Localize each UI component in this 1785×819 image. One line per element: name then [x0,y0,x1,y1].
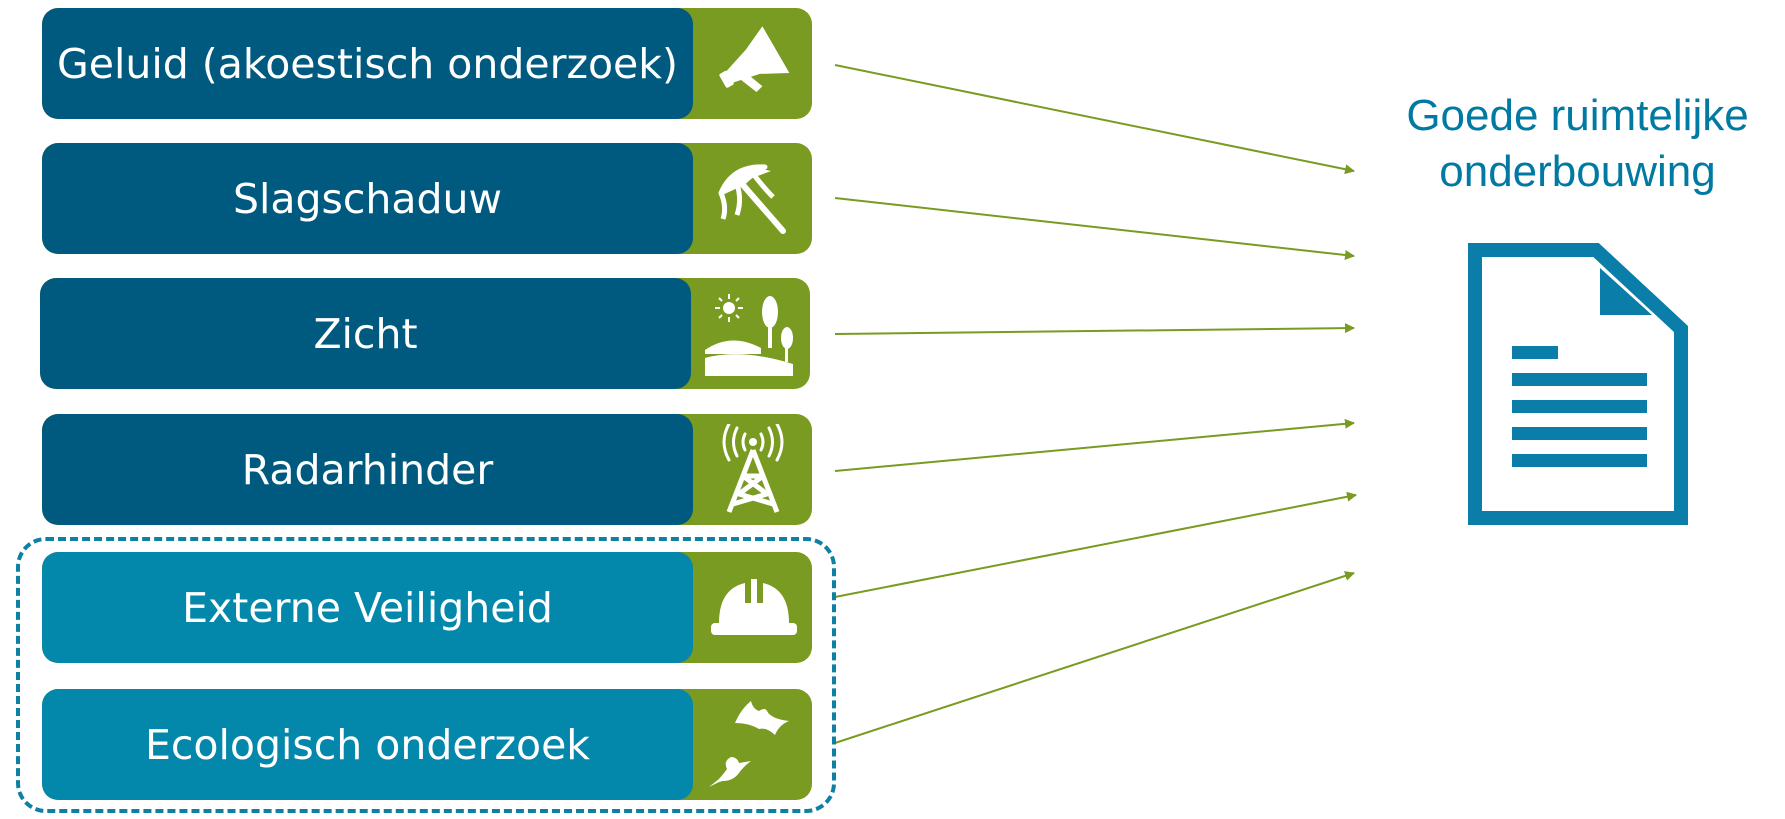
item-geluid [42,8,812,119]
target-title-line2: onderbouwing [1439,147,1716,196]
arrow-externe-veiligheid [835,495,1356,597]
item-label: Zicht [40,278,691,389]
item-label: Ecologisch onderzoek [42,689,693,800]
document-icon [1468,243,1688,525]
item-label: Radarhinder [42,414,693,525]
arrow-zicht [835,328,1354,334]
item-label: Slagschaduw [42,143,693,254]
arrow-geluid [835,65,1354,171]
item-zicht [40,278,810,389]
beach-umbrella-icon [693,143,812,254]
item-label: Geluid (akoestisch onderzoek) [42,8,693,119]
target-title [1370,88,1785,200]
item-ecologisch [42,689,812,800]
item-label: Externe Veiligheid [42,552,693,663]
arrow-slagschaduw [835,198,1354,256]
landscape-icon [691,278,810,389]
arrow-ecologisch [835,573,1354,743]
birds-bats-icon [693,689,812,800]
arrow-radarhinder [835,423,1354,471]
item-externe-veiligheid [42,552,812,663]
hard-hat-icon [693,552,812,663]
item-slagschaduw [42,143,812,254]
radio-tower-icon [693,414,812,525]
item-radarhinder [42,414,812,525]
target-title-line1: Goede ruimtelijke [1406,91,1749,140]
megaphone-icon [693,8,812,119]
